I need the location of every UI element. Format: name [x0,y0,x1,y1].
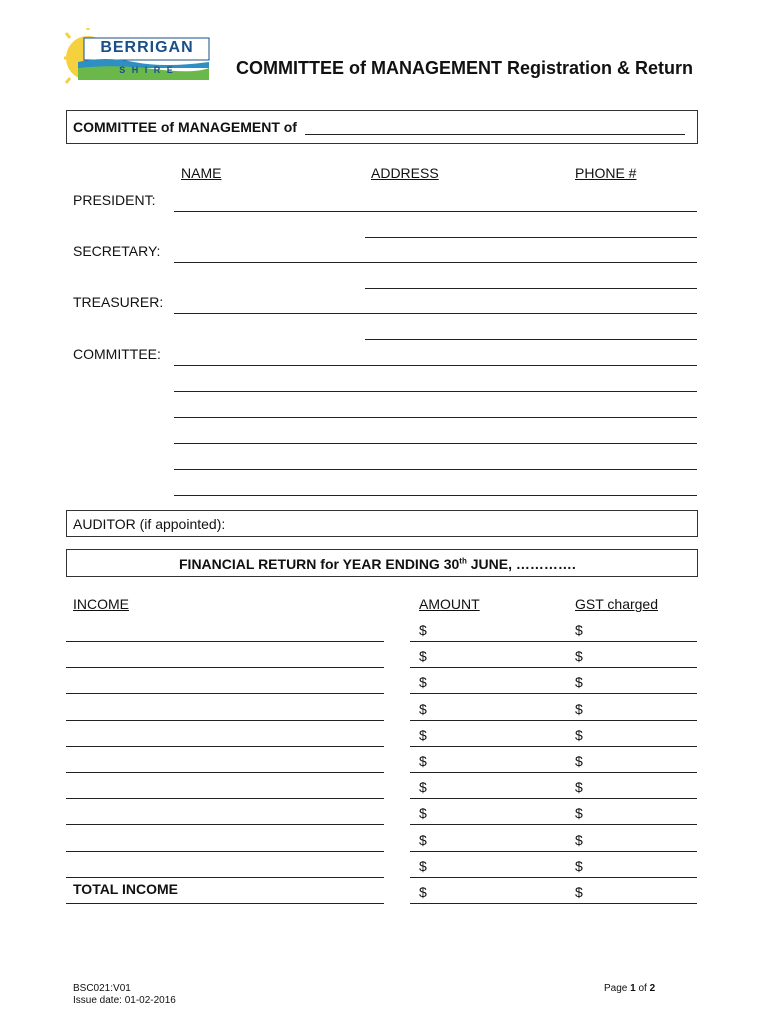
gst-dollar-sign: $ [575,884,583,900]
amount-dollar-sign: $ [419,700,427,717]
income-description-line[interactable] [66,851,384,852]
amount-dollar-sign: $ [419,857,427,874]
committee-name-field[interactable] [305,117,685,135]
committee-of-box [66,110,698,144]
income-description-line[interactable] [66,667,384,668]
income-amount-line[interactable] [410,798,697,799]
income-description-line[interactable] [66,746,384,747]
income-amount-line[interactable] [410,851,697,852]
gst-dollar-sign: $ [575,726,583,743]
income-description-line[interactable] [66,903,384,904]
income-description-line[interactable] [66,824,384,825]
committee-line[interactable] [174,443,697,444]
amount-dollar-sign: $ [419,805,427,822]
gst-dollar-sign: $ [575,779,583,796]
amount-dollar-sign: $ [419,648,427,665]
gst-dollar-sign: $ [575,622,583,638]
income-description-line[interactable] [66,641,384,642]
amount-dollar-sign: $ [419,674,427,691]
secretary-label: SECRETARY: [73,243,161,259]
income-amount-line[interactable] [410,746,697,747]
income-amount-line[interactable] [410,693,697,694]
amount-dollar-sign: $ [419,831,427,848]
income-description-line[interactable] [66,877,384,878]
gst-dollar-sign: $ [575,700,583,717]
income-amount-line[interactable] [410,877,697,878]
amount-dollar-sign: $ [419,779,427,796]
president-line[interactable] [174,211,697,212]
auditor-label: AUDITOR (if appointed): [73,516,226,532]
financial-return-box [66,549,698,577]
committee-label: COMMITTEE: [73,346,161,362]
income-header: INCOME [73,596,129,612]
amount-dollar-sign: $ [419,753,427,769]
income-amount-line[interactable] [410,903,697,904]
logo-line1: BERRIGAN [100,39,194,56]
income-description-line[interactable] [66,693,384,694]
committee-line[interactable] [174,495,697,496]
financial-return-heading: FINANCIAL RETURN for YEAR ENDING 30th JUNE, …………. [179,556,576,572]
committee-line[interactable] [174,391,697,392]
president-label: PRESIDENT: [73,192,156,208]
amount-dollar-sign: $ [419,726,427,743]
name-header: NAME [181,165,222,181]
gst-dollar-sign: $ [575,648,583,665]
berrigan-shire-logo [64,28,214,90]
income-description-line[interactable] [66,798,384,799]
amount-dollar-sign: $ [419,884,427,900]
gst-dollar-sign: $ [575,674,583,691]
income-amount-line[interactable] [410,667,697,668]
committee-line[interactable] [174,417,697,418]
income-amount-line[interactable] [410,720,697,721]
secretary-address-line-2[interactable] [365,288,697,289]
auditor-box[interactable] [66,510,698,537]
address-header: ADDRESS [371,165,439,181]
committee-line[interactable] [174,365,697,366]
treasurer-line[interactable] [174,313,697,314]
income-amount-line[interactable] [410,641,697,642]
issue-date: Issue date: 01-02-2016 [73,995,176,1006]
gst-dollar-sign: $ [575,753,583,769]
income-description-line[interactable] [66,720,384,721]
secretary-line[interactable] [174,262,697,263]
income-amount-line[interactable] [410,824,697,825]
gst-dollar-sign: $ [575,831,583,848]
treasurer-label: TREASURER: [73,294,164,310]
sun-icon [64,28,214,90]
treasurer-address-line-2[interactable] [365,339,697,340]
income-description-line[interactable] [66,772,384,773]
committee-of-label: COMMITTEE of MANAGEMENT of [73,119,297,135]
document-code: BSC021:V01 [73,983,131,994]
phone-header: PHONE # [575,165,637,181]
logo-line2: S H I R E [119,65,175,75]
amount-dollar-sign: $ [419,622,427,638]
gst-dollar-sign: $ [575,857,583,874]
gst-header: GST charged [575,596,659,612]
page-title: COMMITTEE of MANAGEMENT Registration & Return [236,58,693,78]
president-address-line-2[interactable] [365,237,697,238]
page-number: Page 1 of 2 [604,983,656,994]
total-income-label: TOTAL INCOME [73,881,178,897]
income-amount-line[interactable] [410,772,697,773]
gst-dollar-sign: $ [575,805,583,822]
amount-header: AMOUNT [419,596,480,612]
committee-line[interactable] [174,469,697,470]
